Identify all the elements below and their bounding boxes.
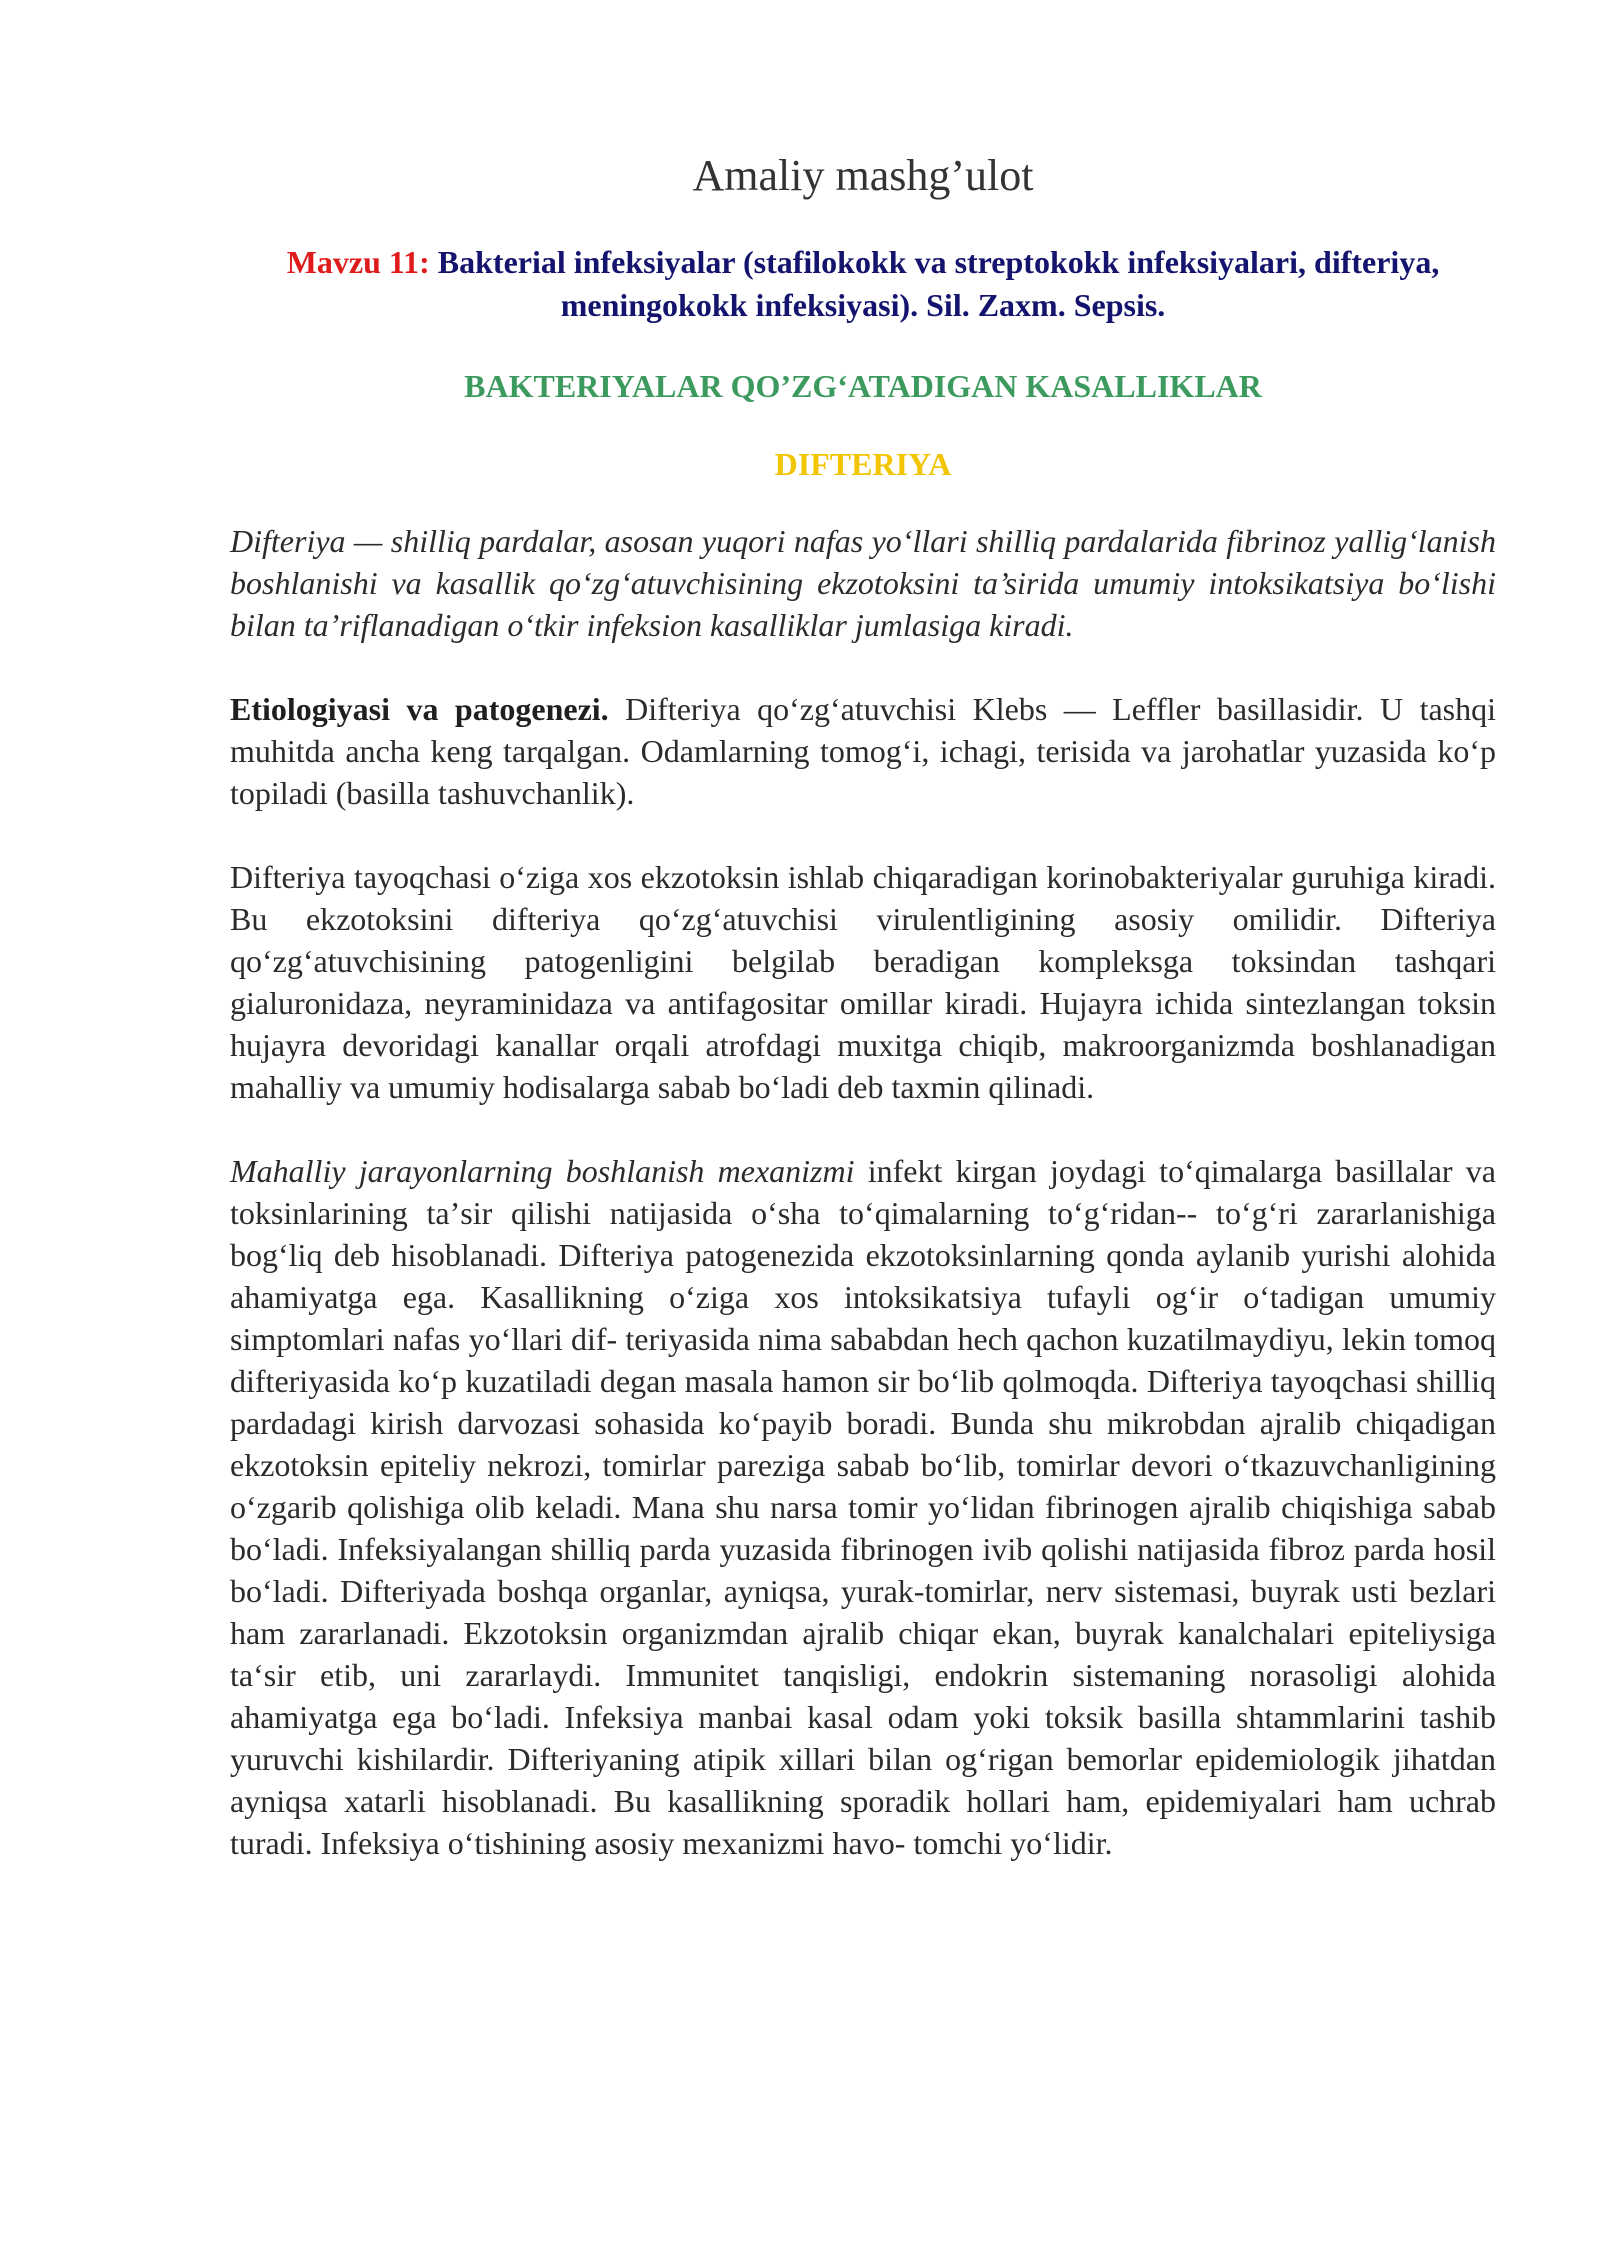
topic-heading bbox=[230, 241, 1496, 327]
mechanism-text: infekt kirgan joydagi toʻqimalarga basillalar va toksinlarining taʼsir qilishi natijasida oʻsha toʻqimalarning toʻgʻridan-- toʻgʻri zararlanishiga bogʻliq deb hisoblanadi. Difteriya patogenezida ekzotoksinlarning qonda aylanib yurishi alohida ahamiyatga ega. Kasallikning oʻziga xos intoksikatsiya tufayli ogʻir oʻtadigan umumiy simptomlari nafas yoʻllari dif- teriyasida nima sababdan hech qachon kuzatilmaydiyu, lekin tomoq difteriyasida koʻp kuzatiladi degan masala hamon sir boʻlib qolmoqda. Difteriya tayoqchasi shilliq pardadagi kirish darvozasi sohasida koʻpayib boradi. Bunda shu mikrobdan ajralib chiqadigan ekzotoksin epiteliy nekrozi, tomirlar pareziga sabab boʻlib, tomirlar devori oʻtkazuvchanligining oʻzgarib qolishiga olib keladi. Mana shu narsa tomir yoʻlidan fibrinogen ajralib chiqishiga sabab boʻladi. Infeksiyalangan shilliq parda yuzasida fibrinogen ivib qolishi natijasida fibroz parda hosil boʻladi. Difteriyada boshqa organlar, ayniqsa, yurak-tomirlar, nerv sistemasi, buyrak usti bezlari ham zararlanadi. Ekzotoksin organizmdan ajralib chiqar ekan, buyrak kanalchalari epiteliysiga taʻsir etib, uni zararlaydi. Immunitet tanqisligi, endokrin sistemaning norasoligi alohida ahamiyatga ega boʻladi. Infeksiya manbai kasal odam yoki toksik basilla shtammlarini tashib yuruvchi kishilardir. Difteriyaning atipik xillari bilan ogʻrigan bemorlar epidemiologik jihatdan ayniqsa xatarli hisoblanadi. Bu kasallikning sporadik hollari ham, epidemiyalari ham uchrab turadi. Infeksiya oʻtishining asosiy mexanizmi havo- tomchi yoʻlidir. bbox=[230, 1152, 1497, 1861]
topic-text: Bakterial infeksiyalar (stafilokokk va streptokokk infeksiyalari, difteriya, meningokokk infeksiyasi). Sil. Zaxm. Sepsis. bbox=[437, 243, 1440, 323]
mechanism-paragraph bbox=[230, 1150, 1496, 1864]
etiology-text: Difteriya qoʻzgʻatuvchisi Klebs — Leffler basillasidir. U tashqi muhitda ancha keng tarqalgan. Odamlarning tomogʻi, ichagi, terisida va jarohatlar yuzasida koʻp topiladi (basilla tashuvchanlik). bbox=[230, 690, 1497, 811]
bacillus-paragraph: Difteriya tayoqchasi oʻziga xos ekzotoksin ishlab chiqaradigan korinobakteriyalar guruhiga kiradi. Bu ekzotoksini difteriya qoʻzgʻatuvchisi virulentligining asosiy omilidir. Difteriya qoʻzgʻatuvchisining patogenligini belgilab beradigan kompleksga toksindan tashqari gialuronidaza, neyraminidaza va antifagositar omillar kiradi. Hujayra ichida sintezlangan toksin hujayra devoridagi kanallar orqali atrofdagi muxitga chiqib, makroorganizmda boshlanadigan mahalliy va umumiy hodisalarga sabab boʻladi deb taxmin qilinadi. bbox=[230, 858, 1496, 1105]
sub-heading-difteriya: DIFTERIYA bbox=[774, 446, 952, 483]
definition-paragraph: Difteriya — shilliq pardalar, asosan yuqori nafas yoʻllari shilliq pardalarida fibrinoz yalligʻlanish boshlanishi va kasallik qoʻzgʻatuvchisining ekzotoksini ta’sirida umumiy intoksikatsiya boʻlishi bilan ta’riflanadigan oʻtkir infeksion kasalliklar jumlasiga kiradi. bbox=[230, 522, 1496, 643]
etiology-lead: Etiologiyasi va patogenezi. bbox=[230, 690, 609, 727]
document-page bbox=[230, 150, 1496, 1906]
section-heading: BAKTERIYALAR QO’ZGʻATADIGAN KASALLIKLAR bbox=[464, 367, 1262, 404]
topic-label: Mavzu 11: bbox=[286, 243, 430, 280]
mechanism-lead: Mahalliy jarayonlarning boshlanish mexanizmi bbox=[230, 1152, 855, 1189]
etiology-paragraph bbox=[230, 688, 1496, 814]
document-title: Amaliy mashg’ulot bbox=[692, 151, 1034, 200]
